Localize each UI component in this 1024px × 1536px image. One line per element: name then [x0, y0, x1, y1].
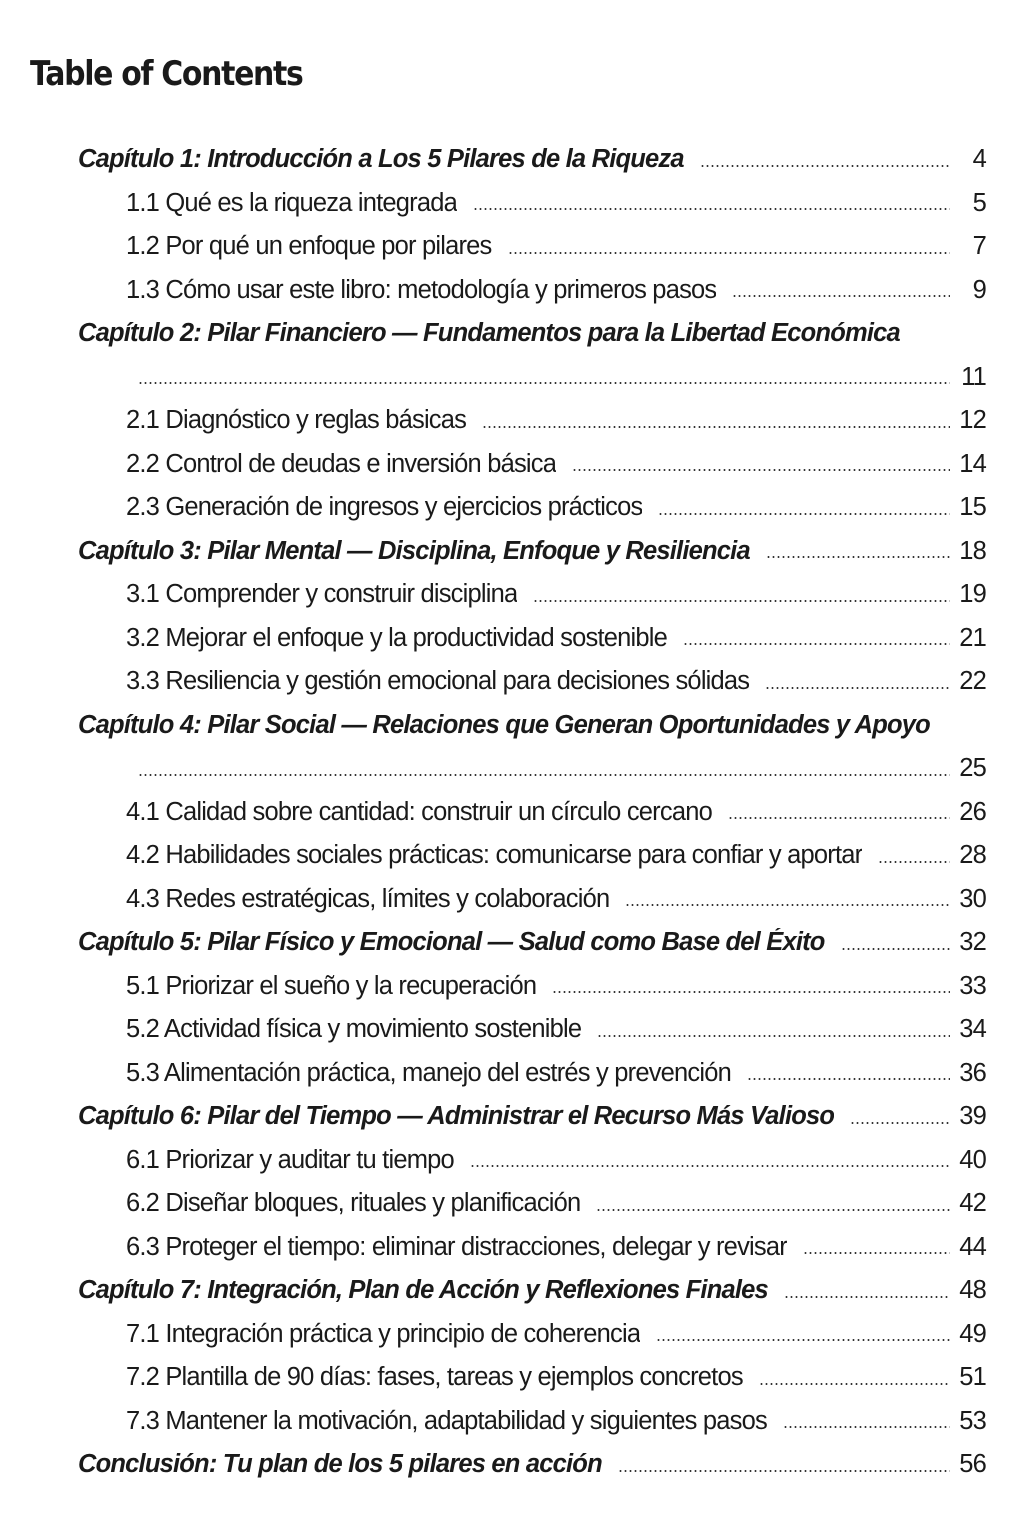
toc-entry-label: 1.3 Cómo usar este libro: metodología y primeros pasos	[126, 275, 717, 304]
toc-entry-label: 2.2 Control de deudas e inversión básica	[126, 449, 557, 478]
toc-section-entry[interactable]	[0, 486, 1024, 530]
toc-page-number: 42	[959, 1189, 986, 1218]
dot-leader	[683, 640, 950, 648]
toc-entry-label: Capítulo 1: Introducción a Los 5 Pilares de la Riqueza	[78, 145, 684, 174]
toc-chapter-entry[interactable]	[0, 530, 1024, 574]
toc-page-number: 48	[959, 1276, 986, 1305]
dot-leader	[747, 1075, 950, 1083]
toc-page-number: 4	[972, 145, 986, 174]
toc-page-number: 36	[959, 1058, 986, 1087]
toc-page-number: 44	[959, 1232, 986, 1261]
toc-entry-label: 5.2 Actividad física y movimiento sostenible	[126, 1015, 582, 1044]
dot-leader	[658, 510, 950, 518]
dot-leader	[700, 162, 950, 170]
toc-section-entry[interactable]	[0, 1182, 1024, 1226]
toc-page-number: 7	[972, 232, 986, 261]
toc-entry-label: Capítulo 2: Pilar Financiero — Fundamentos para la Libertad Económica	[78, 319, 900, 348]
dot-leader	[138, 771, 950, 779]
toc-page-number: 26	[959, 797, 986, 826]
toc-entry-label: 5.3 Alimentación práctica, manejo del estrés y prevención	[126, 1058, 731, 1087]
toc-section-entry[interactable]	[0, 399, 1024, 443]
dot-leader	[878, 858, 950, 866]
toc-entry-label: 5.1 Priorizar el sueño y la recuperación	[126, 971, 537, 1000]
dot-leader	[508, 249, 951, 257]
dot-leader	[618, 1467, 950, 1475]
page-title: Table of Contents	[30, 54, 303, 94]
toc-entry-label: 3.3 Resiliencia y gestión emocional para decisiones sólidas	[126, 667, 750, 696]
toc-section-entry[interactable]	[0, 834, 1024, 878]
toc-entry-label: 2.1 Diagnóstico y reglas básicas	[126, 406, 467, 435]
toc-entry-label: Capítulo 4: Pilar Social — Relaciones que Generan Oportunidades y Apoyo	[78, 710, 930, 739]
toc-page-number: 14	[959, 449, 986, 478]
toc-page-number: 34	[959, 1015, 986, 1044]
toc-section-entry[interactable]	[0, 443, 1024, 487]
dot-leader	[596, 1206, 950, 1214]
dot-leader	[470, 1162, 950, 1170]
toc-entry-label: 7.2 Plantilla de 90 días: fases, tareas y ejemplos concretos	[126, 1363, 743, 1392]
dot-leader	[625, 901, 950, 909]
toc-chapter-entry[interactable]	[0, 312, 1024, 356]
toc-page-number: 28	[959, 841, 986, 870]
toc-entry-label: Capítulo 7: Integración, Plan de Acción y Reflexiones Finales	[78, 1276, 768, 1305]
toc-entry-label: Capítulo 3: Pilar Mental — Disciplina, Enfoque y Resiliencia	[78, 536, 750, 565]
toc-section-entry[interactable]	[0, 225, 1024, 269]
toc-chapter-entry[interactable]	[0, 1095, 1024, 1139]
dot-leader	[552, 988, 950, 996]
toc-page-number: 25	[959, 754, 986, 783]
toc-chapter-entry[interactable]	[0, 921, 1024, 965]
toc-section-entry[interactable]	[0, 878, 1024, 922]
dot-leader	[759, 1380, 950, 1388]
dot-leader	[138, 379, 950, 387]
toc-entry-label: 7.1 Integración práctica y principio de coherencia	[126, 1319, 641, 1348]
toc-chapter-entry[interactable]	[0, 704, 1024, 748]
dot-leader	[783, 1423, 950, 1431]
toc-section-entry[interactable]	[0, 791, 1024, 835]
toc-section-entry[interactable]	[0, 269, 1024, 313]
toc-entry-label: 6.1 Priorizar y auditar tu tiempo	[126, 1145, 454, 1174]
dot-leader	[728, 814, 950, 822]
toc-page-number: 11	[961, 362, 986, 391]
toc-entry-label: Capítulo 6: Pilar del Tiempo — Administrar el Recurso Más Valioso	[78, 1102, 835, 1131]
toc-entry-label: 7.3 Mantener la motivación, adaptabilidad y siguientes pasos	[126, 1406, 767, 1435]
toc-section-entry[interactable]	[0, 1008, 1024, 1052]
toc-page-number: 22	[959, 667, 986, 696]
toc-entry-label: 6.2 Diseñar bloques, rituales y planificación	[126, 1189, 581, 1218]
toc-section-entry[interactable]	[0, 1313, 1024, 1357]
toc-page-number: 5	[972, 188, 986, 217]
toc-entry-label: 3.2 Mejorar el enfoque y la productividad sostenible	[126, 623, 668, 652]
toc-entry-label: 1.2 Por qué un enfoque por pilares	[126, 232, 492, 261]
toc-page-number: 9	[972, 275, 986, 304]
toc-chapter-entry[interactable]	[0, 138, 1024, 182]
dot-leader	[656, 1336, 950, 1344]
dot-leader	[473, 205, 950, 213]
dot-leader	[841, 945, 950, 953]
toc-page-number: 15	[959, 493, 986, 522]
dot-leader	[803, 1249, 950, 1257]
toc-chapter-continuation[interactable]	[0, 747, 1024, 791]
toc-section-entry[interactable]	[0, 1139, 1024, 1183]
toc-section-entry[interactable]	[0, 1226, 1024, 1270]
dot-leader	[850, 1119, 950, 1127]
toc-section-entry[interactable]	[0, 1356, 1024, 1400]
toc-entry-label: 2.3 Generación de ingresos y ejercicios prácticos	[126, 493, 643, 522]
toc-page-number: 21	[959, 623, 986, 652]
toc-section-entry[interactable]	[0, 660, 1024, 704]
toc-section-entry[interactable]	[0, 1052, 1024, 1096]
toc-page-number: 30	[959, 884, 986, 913]
dot-leader	[482, 423, 950, 431]
toc-page-number: 33	[959, 971, 986, 1000]
table-of-contents	[0, 138, 1024, 1487]
toc-section-entry[interactable]	[0, 965, 1024, 1009]
toc-section-entry[interactable]	[0, 573, 1024, 617]
toc-page-number: 49	[959, 1319, 986, 1348]
toc-chapter-entry[interactable]	[0, 1269, 1024, 1313]
toc-entry-label: 4.2 Habilidades sociales prácticas: comunicarse para confiar y aportar	[126, 841, 863, 870]
toc-entry-label: 6.3 Proteger el tiempo: eliminar distracciones, delegar y revisar	[126, 1232, 787, 1261]
toc-page-number: 12	[959, 406, 986, 435]
toc-page-number: 19	[959, 580, 986, 609]
toc-entry-label: 4.3 Redes estratégicas, límites y colaboración	[126, 884, 610, 913]
toc-entry-label: 1.1 Qué es la riqueza integrada	[126, 188, 458, 217]
toc-page-number: 32	[959, 928, 986, 957]
toc-page-number: 40	[959, 1145, 986, 1174]
dot-leader	[597, 1032, 950, 1040]
toc-section-entry[interactable]	[0, 182, 1024, 226]
dot-leader	[533, 597, 950, 605]
toc-page-number: 51	[959, 1363, 986, 1392]
toc-section-entry[interactable]	[0, 617, 1024, 661]
dot-leader	[572, 466, 950, 474]
dot-leader	[732, 292, 950, 300]
dot-leader	[784, 1293, 950, 1301]
dot-leader	[766, 553, 950, 561]
toc-section-entry[interactable]	[0, 1400, 1024, 1444]
toc-chapter-entry[interactable]	[0, 1443, 1024, 1487]
toc-page-number: 56	[959, 1450, 986, 1479]
toc-page-number: 53	[959, 1406, 986, 1435]
toc-entry-label: Conclusión: Tu plan de los 5 pilares en acción	[78, 1450, 602, 1479]
toc-entry-label: 3.1 Comprender y construir disciplina	[126, 580, 518, 609]
toc-page-number: 39	[959, 1102, 986, 1131]
toc-entry-label: Capítulo 5: Pilar Físico y Emocional — Salud como Base del Éxito	[78, 928, 825, 957]
toc-entry-label: 4.1 Calidad sobre cantidad: construir un círculo cercano	[126, 797, 712, 826]
toc-chapter-continuation[interactable]	[0, 356, 1024, 400]
toc-page-number: 18	[959, 536, 986, 565]
dot-leader	[765, 684, 950, 692]
